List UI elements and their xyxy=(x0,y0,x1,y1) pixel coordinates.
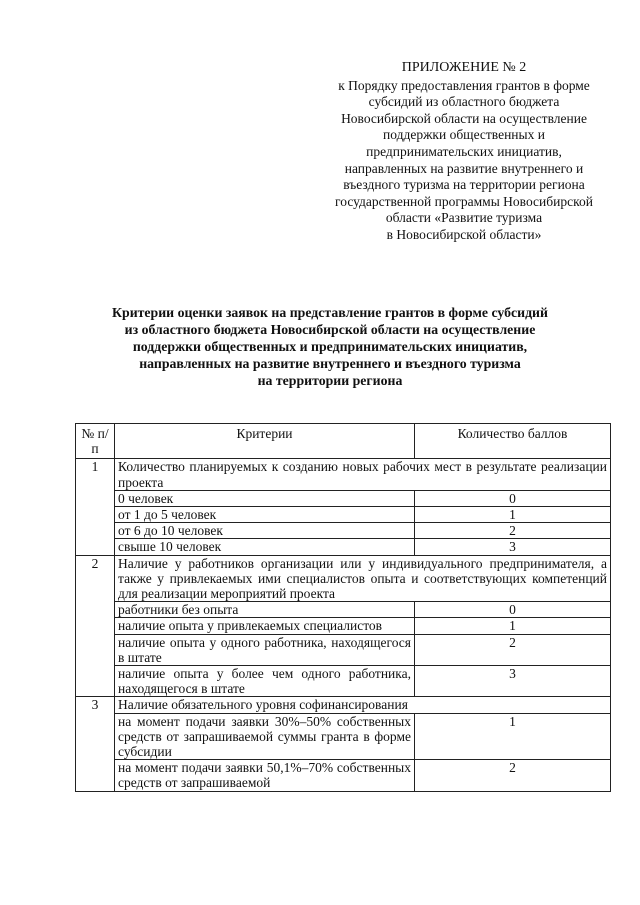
appendix-line: в Новосибирской области» xyxy=(386,226,542,242)
table-row xyxy=(76,602,611,618)
option-label: работники без опыта xyxy=(115,602,415,618)
option-points: 2 xyxy=(415,760,611,791)
option-points: 2 xyxy=(415,634,611,665)
option-points: 3 xyxy=(415,666,611,697)
document-title xyxy=(60,304,600,389)
option-points: 3 xyxy=(415,539,611,555)
table-row xyxy=(76,618,611,634)
appendix-heading: ПРИЛОЖЕНИЕ № 2 xyxy=(401,60,527,75)
title-line: направленных на развитие внутреннего и въездного туризма xyxy=(139,356,521,371)
option-label: на момент подачи заявки 50,1%–70% собственных средств от запрашиваемой xyxy=(115,760,415,791)
header-points: Количество баллов xyxy=(415,424,611,459)
row-number: 2 xyxy=(76,555,115,697)
option-label: наличие опыта у более чем одного работника, находящегося в штате xyxy=(115,666,415,697)
criteria-table xyxy=(75,423,611,792)
appendix-line: Новосибирской области на осуществление xyxy=(341,110,587,126)
appendix-block xyxy=(318,60,610,244)
table-header-row xyxy=(76,424,611,459)
option-points: 1 xyxy=(415,507,611,523)
row-number: 3 xyxy=(76,697,115,791)
header-criteria: Критерии xyxy=(115,424,415,459)
title-line: Критерии оценки заявок на представление грантов в форме субсидий xyxy=(112,305,548,320)
appendix-line: въездного туризма на территории региона xyxy=(343,177,585,193)
header-num: № п/п xyxy=(76,424,115,459)
table-row xyxy=(76,490,611,506)
appendix-line: поддержки общественных и xyxy=(383,127,545,143)
criterion-text: Количество планируемых к созданию новых рабочих мест в результате реализации проекта xyxy=(115,459,611,490)
table-row xyxy=(76,539,611,555)
row-number: 1 xyxy=(76,459,115,555)
option-points: 2 xyxy=(415,523,611,539)
appendix-line: направленных на развитие внутреннего и xyxy=(344,160,584,176)
table-row xyxy=(76,459,611,490)
option-label: свыше 10 человек xyxy=(115,539,415,555)
table-row xyxy=(76,697,611,713)
option-label: наличие опыта у привлекаемых специалистов xyxy=(115,618,415,634)
table-row xyxy=(76,713,611,760)
title-line: на территории региона xyxy=(257,373,403,388)
option-label: на момент подачи заявки 30%–50% собственных средств от запрашиваемой суммы гранта в форме субсидии xyxy=(115,713,415,760)
option-points: 1 xyxy=(415,618,611,634)
option-points: 0 xyxy=(415,490,611,506)
criterion-text: Наличие у работников организации или у индивидуального предпринимателя, а также у привлекаемых ими специалистов опыта и соответствующих компетенций для реализации мероприятий проекта xyxy=(115,555,611,602)
option-label: 0 человек xyxy=(115,490,415,506)
option-label: наличие опыта у одного работника, находящегося в штате xyxy=(115,634,415,665)
option-points: 1 xyxy=(415,713,611,760)
table-row xyxy=(76,760,611,791)
option-points: 0 xyxy=(415,602,611,618)
table-row xyxy=(76,555,611,602)
appendix-line: государственной программы Новосибирской xyxy=(335,193,593,209)
criterion-text: Наличие обязательного уровня софинансирования xyxy=(115,697,611,713)
table-row xyxy=(76,666,611,697)
title-line: из областного бюджета Новосибирской области на осуществление xyxy=(124,322,536,337)
appendix-line: предпринимательских инициатив, xyxy=(366,143,562,159)
table-row xyxy=(76,523,611,539)
appendix-line: субсидий из областного бюджета xyxy=(368,94,560,110)
option-label: от 6 до 10 человек xyxy=(115,523,415,539)
option-label: от 1 до 5 человек xyxy=(115,507,415,523)
table-row xyxy=(76,507,611,523)
appendix-line: области «Развитие туризма xyxy=(385,210,543,226)
appendix-line: к Порядку предоставления грантов в форме xyxy=(338,77,590,93)
title-line: поддержки общественных и предпринимательских инициатив, xyxy=(132,339,528,354)
table-row xyxy=(76,634,611,665)
